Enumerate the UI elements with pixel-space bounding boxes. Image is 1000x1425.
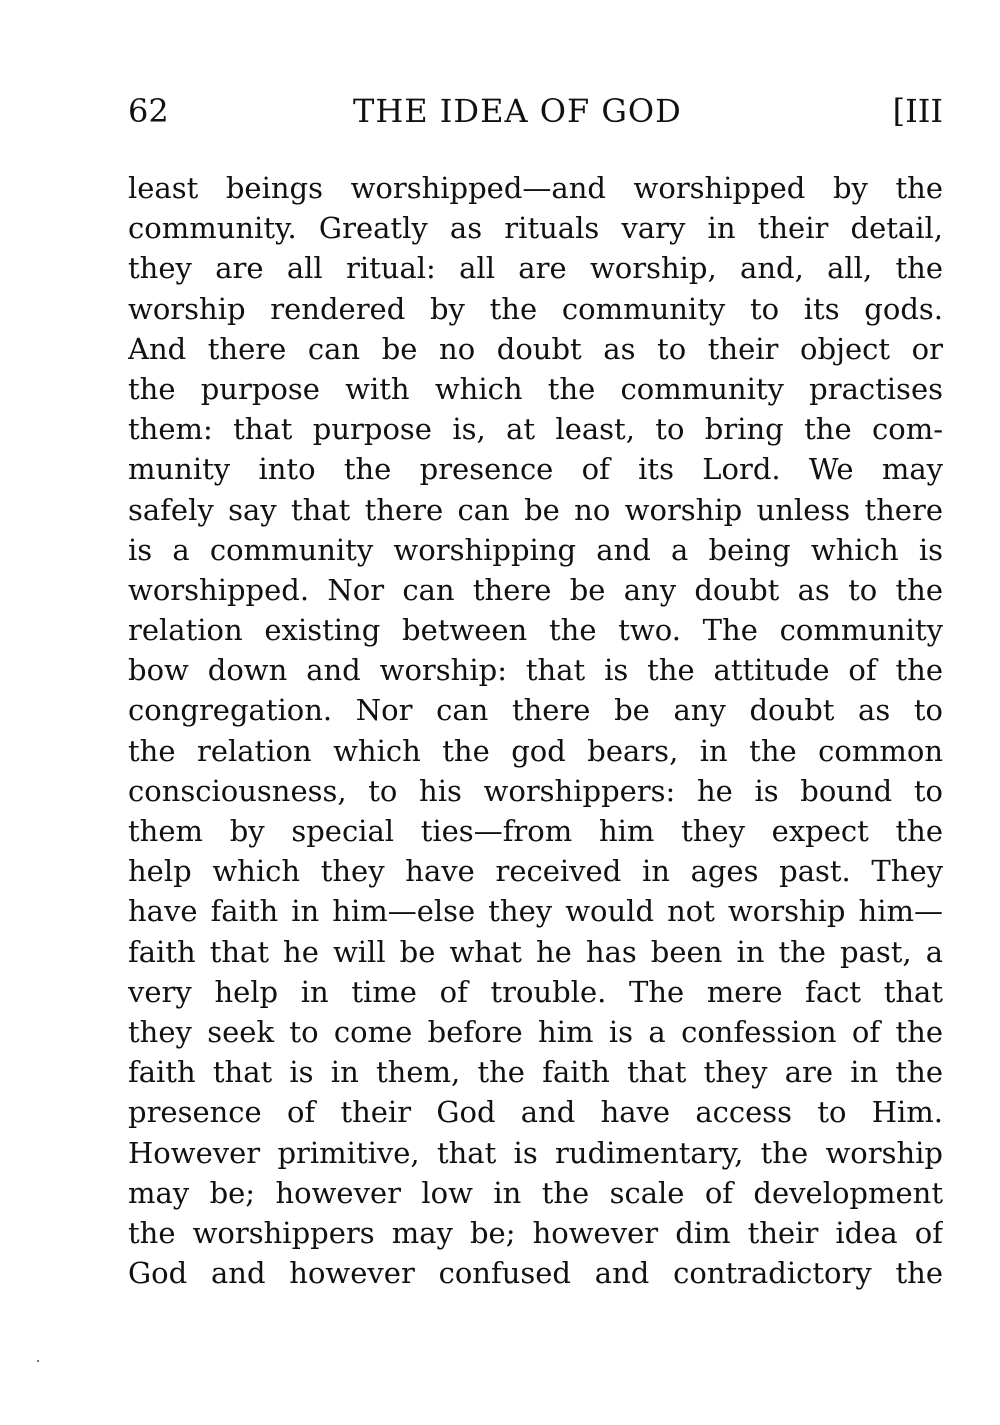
text-line: faith that is in them, the faith that they are in the xyxy=(128,1055,943,1090)
text-line: However primitive, that is rudimentary, the worship xyxy=(128,1135,943,1170)
text-line: them: that purpose is, at least, to bring the com- xyxy=(128,412,943,447)
text-line: munity into the presence of its Lord. We may xyxy=(128,452,943,487)
text-line: consciousness, to his worshippers: he is bound to xyxy=(128,773,943,808)
text-line: the relation which the god bears, in the common xyxy=(128,733,943,768)
text-line: presence of their God and have access to Him. xyxy=(128,1095,943,1130)
text-line: may be; however low in the scale of development xyxy=(128,1175,943,1210)
page-number: 62 xyxy=(128,92,169,130)
text-line: they seek to come before him is a confession of the xyxy=(128,1014,943,1049)
text-line: the purpose with which the community practises xyxy=(128,371,943,406)
text-line: very help in time of trouble. The mere fact that xyxy=(128,974,943,1009)
text-line: them by special ties—from him they expect the xyxy=(128,814,943,848)
text-line: is a community worshipping and a being which is xyxy=(128,532,943,567)
text-line: they are all ritual: all are worship, and, all, the xyxy=(128,251,943,286)
text-line: And there can be no doubt as to their object or xyxy=(128,331,943,366)
text-line: faith that he will be what he has been in the past, a xyxy=(128,934,943,969)
text-line: congregation. Nor can there be any doubt as to xyxy=(128,693,943,728)
text-line: safely say that there can be no worship unless there xyxy=(128,492,943,527)
text-line: have faith in him—else they would not worship him— xyxy=(128,894,943,929)
text-line: God and however confused and contradictory the xyxy=(128,1256,943,1291)
text-line: relation existing between the two. The community xyxy=(128,613,943,648)
text-line: worship rendered by the community to its gods. xyxy=(128,291,943,326)
text-line: least beings worshipped—and worshipped by the xyxy=(128,171,943,205)
running-title: THE IDEA OF GOD xyxy=(353,92,682,130)
body-text xyxy=(128,168,943,1293)
running-head xyxy=(128,92,943,136)
scan-speck xyxy=(37,1360,39,1362)
text-line: bow down and worship: that is the attitude of the xyxy=(128,653,943,688)
text-line: community. Greatly as rituals vary in their detail, xyxy=(128,211,943,246)
text-line: help which they have received in ages past. They xyxy=(128,854,943,889)
chapter-marker: [III xyxy=(892,92,943,130)
text-line: worshipped. Nor can there be any doubt as to the xyxy=(128,572,943,607)
text-line: the worshippers may be; however dim their idea of xyxy=(128,1215,943,1250)
